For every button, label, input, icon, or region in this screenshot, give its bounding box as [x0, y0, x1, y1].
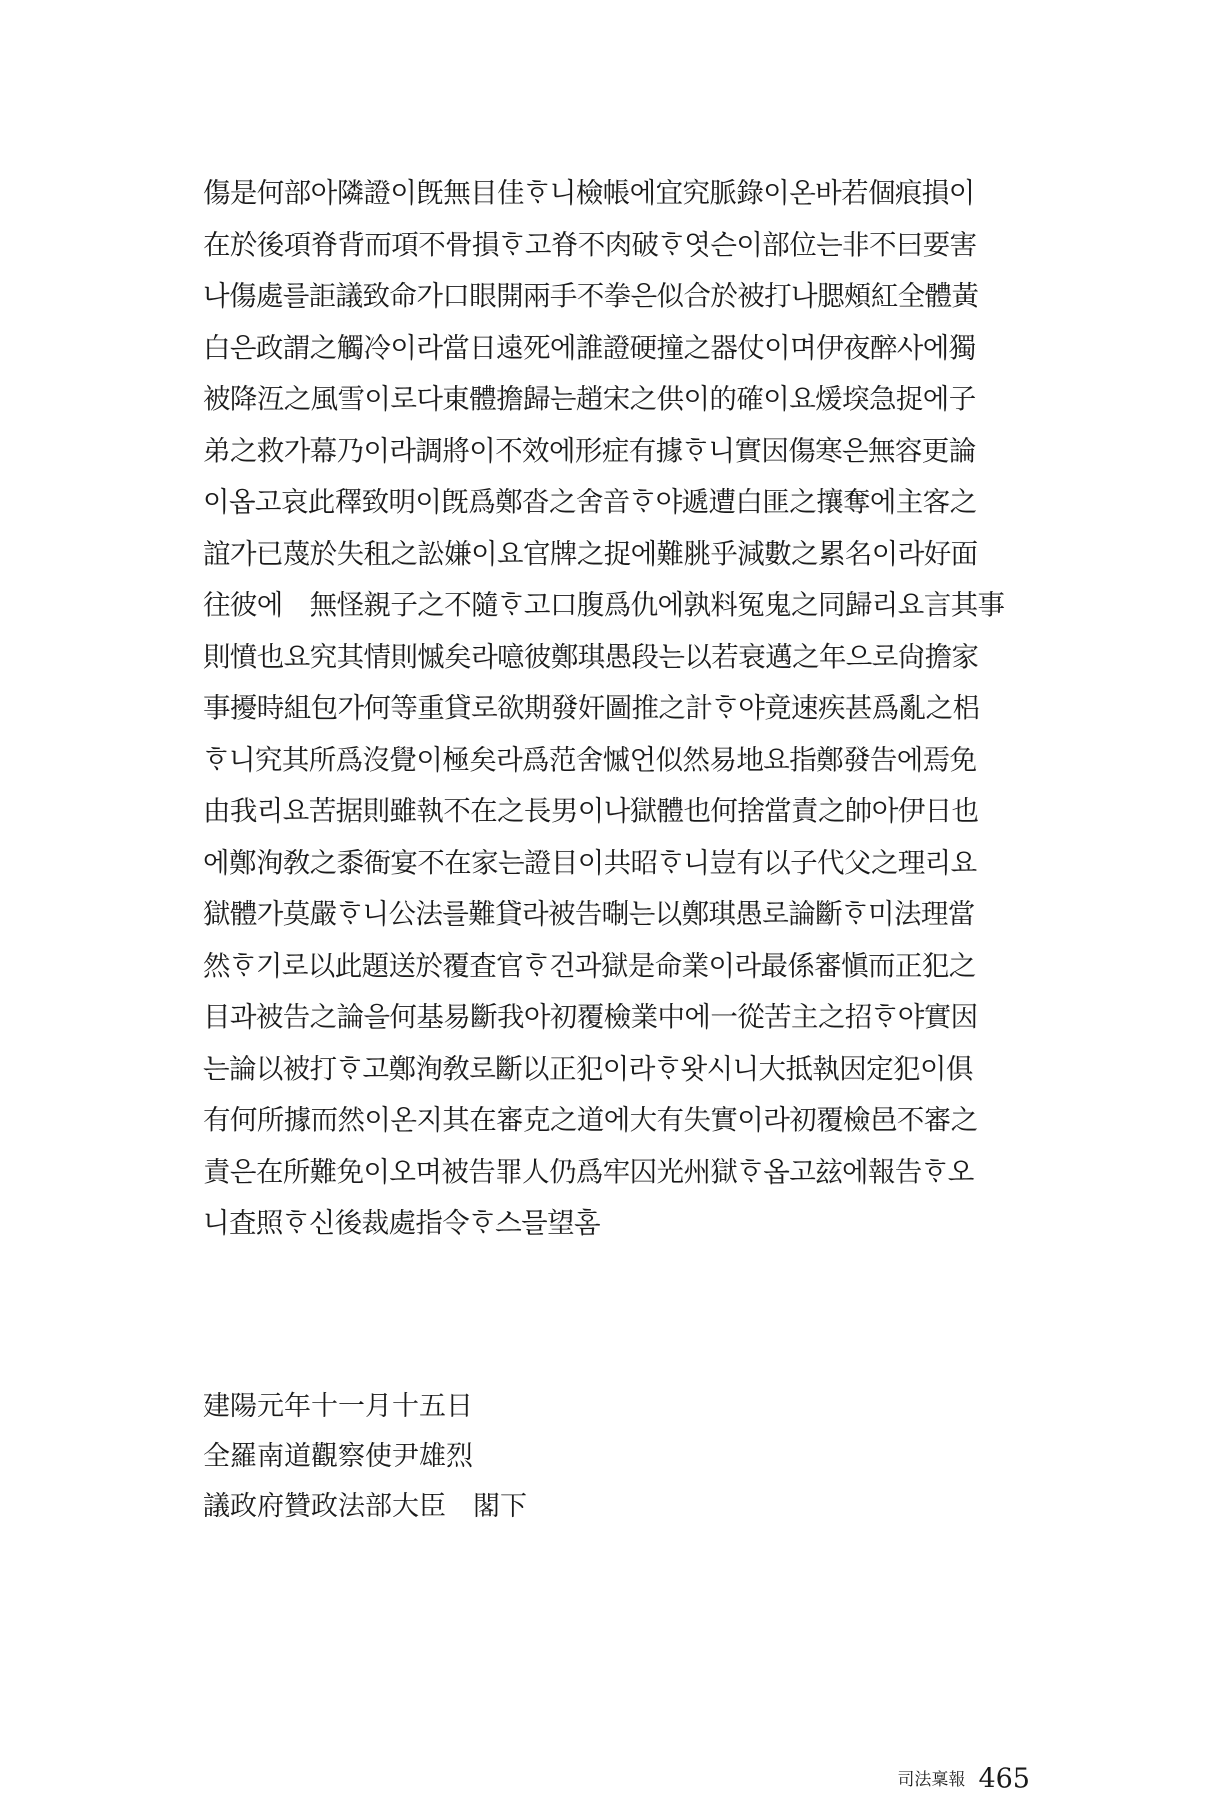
journal-name: 司法稟報 — [897, 1769, 966, 1790]
text-line: 니査照ᄒᆞ신後裁處指令ᄒᆞ스믈望홈 — [203, 1207, 600, 1239]
text-line: ᄒᆞ니究其所爲沒覺이極矣라爲范舍慽언似然易地요指鄭發告에焉免 — [203, 743, 977, 776]
text-line: 에鄭洵敎之黍衙宴不在家는證目이共昭ᄒᆞ니豈有以子代父之理리요 — [203, 846, 977, 879]
text-line: 傷是何部아隣證이旣無目佳ᄒᆞ니檢帳에宜究脈錄이온바若個痕損이 — [203, 177, 975, 209]
text-line: 被降沍之風雪이로다東體擔歸는趙宋之供이的確이요煖堗急捉에子 — [203, 383, 976, 415]
text-line: 弟之救가幕乃이라調將이不效에形症有據ᄒᆞ니實因傷寒은無容更論 — [203, 434, 976, 467]
text-line: 白은政謂之觸冷이라當日遠死에誰證硬撞之器仗이며伊夜醉사에獨 — [203, 331, 976, 364]
text-line: 나傷處를詎議致命가口眼開兩手不拳은似合於被打나腮頰紅全體黃 — [203, 280, 979, 312]
text-line: 獄體가莫嚴ᄒᆞ니公法를難貸라被告㫼는以鄭琪愚로論斷ᄒᆞ미法理當 — [203, 898, 975, 930]
text-line: 誼가已蔑於失租之訟嫌이요官牌之捉에難脁乎減數之累名이라好面 — [203, 537, 978, 570]
text-line: 有何所據而然이온지其在審克之道에大有失實이라初覆檢邑不審之 — [203, 1104, 978, 1136]
text-line: 往彼에 無怪親子之不隨ᄒᆞ고口腹爲仇에孰料冤鬼之同歸리요言其事 — [203, 589, 1005, 621]
date-line: 建陽元年十一月十五日 — [203, 1391, 473, 1422]
text-line: 在於後項脊背而項不骨損ᄒᆞ고脊不肉破ᄒᆞ엿슨이部位는非不曰要害 — [203, 228, 977, 261]
text-line: 則憤也요究其情則慽矣라噫彼鄭琪愚段는以若衰邁之年으로尙擔家 — [203, 640, 979, 673]
sender-line: 全羅南道觀察使尹雄烈 — [203, 1441, 473, 1472]
body-text — [203, 168, 1033, 1250]
text-line: 然ᄒᆞ기로以此題送於覆査官ᄒᆞ건과獄是命業이라最係審愼而正犯之 — [203, 949, 976, 982]
recipient-line: 議政府贊政法部大臣 閣下 — [203, 1491, 527, 1522]
text-line: 目과被告之論을何基易斷我아初覆檢業中에一從苦主之招ᄒᆞ야實因 — [203, 1001, 978, 1033]
page-number: 465 — [978, 1763, 1030, 1795]
text-line: 由我리요苦据則雖執不在之長男이나獄體也何捨當責之帥아伊日也 — [203, 795, 979, 827]
page-footer — [897, 1764, 1030, 1794]
text-line: 事擾時組包가何等重貸로欲期發奸圖推之計ᄒᆞ야竟速疾甚爲亂之梠 — [203, 692, 980, 724]
closing-block — [203, 1382, 1033, 1532]
text-line: 責은在所難免이오며被告罪人仍爲牢囚光州獄ᄒᆞ옵고玆에報告ᄒᆞ오 — [203, 1155, 974, 1188]
text-line: 는論以被打ᄒᆞ고鄭洵敎로斷以正犯이라ᄒᆞ왓시니大抵執因定犯이俱 — [203, 1052, 973, 1085]
text-line: 이옵고哀此䆁致明이旣爲鄭沓之舍音ᄒᆞ야遞遭白匪之攘奪에主客之 — [203, 486, 977, 518]
